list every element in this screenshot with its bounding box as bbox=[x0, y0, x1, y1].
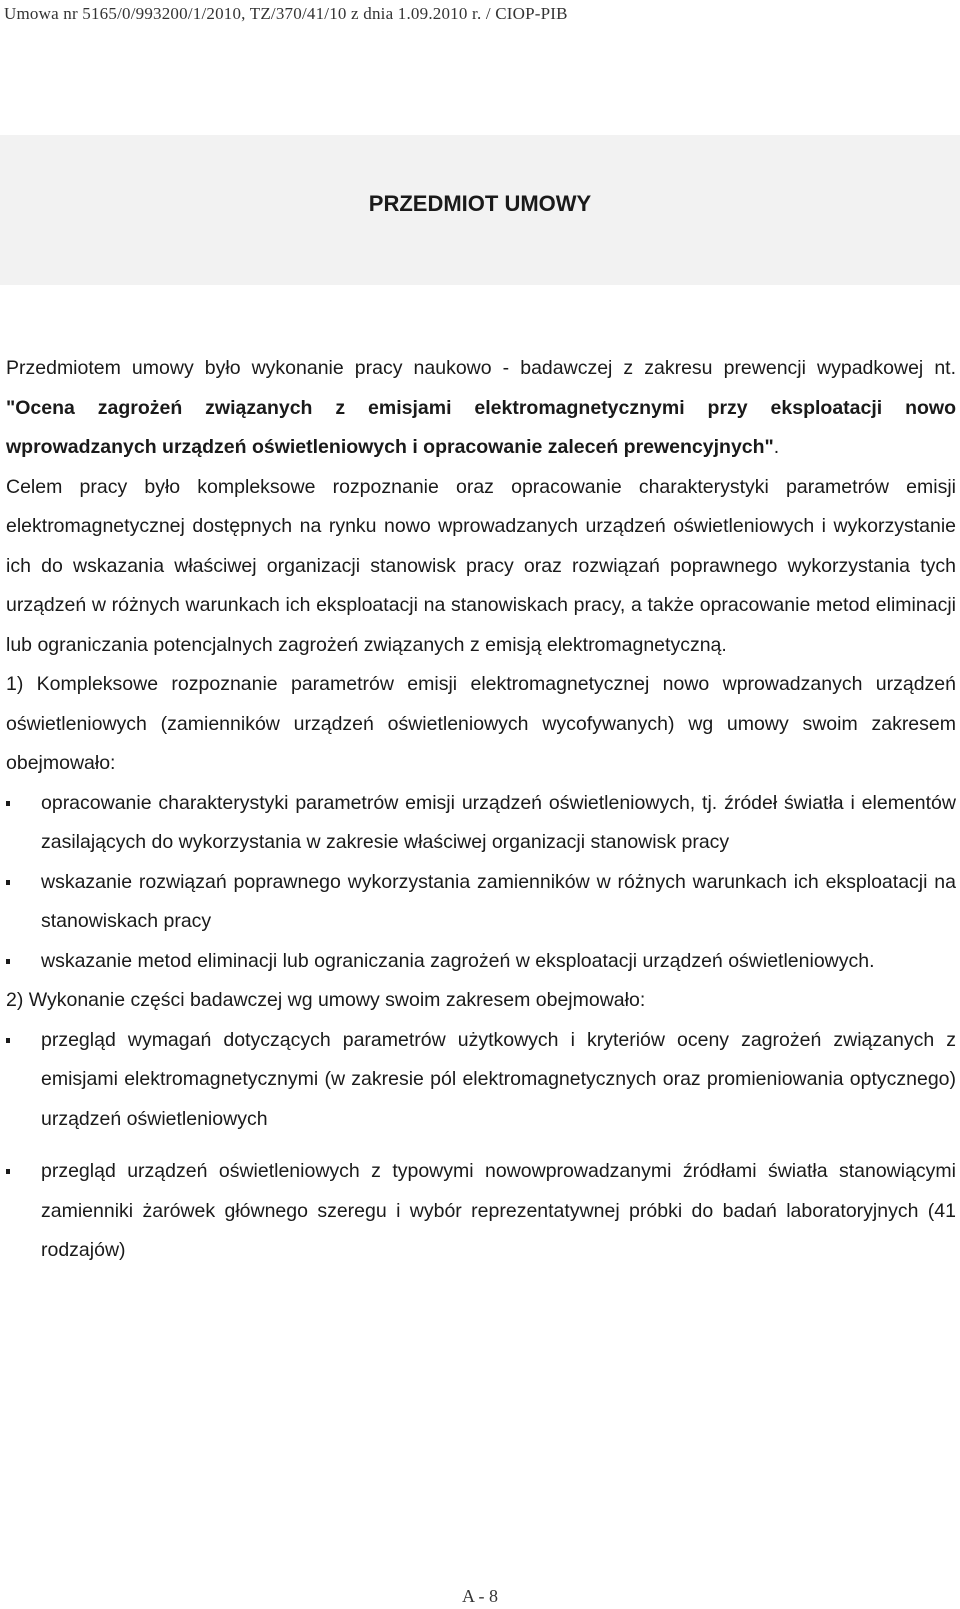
list-item-text: wskazanie metod eliminacji lub ograniczania zagrożeń w eksploatacji urządzeń oświetleniowych. bbox=[41, 949, 875, 972]
intro-text: Przedmiotem umowy było wykonanie pracy naukowo - badawczej z zakresu prewencji wypadkowej nt. bbox=[6, 357, 956, 379]
list-item-text: opracowanie charakterystyki parametrów emisji urządzeń oświetleniowych, tj. źródeł światła i elementów zasilających do wykorzystania w zakresie właściwej organizacji stanowisk pracy bbox=[41, 791, 956, 853]
page-number: A - 8 bbox=[462, 1586, 498, 1606]
list-item-text: przegląd urządzeń oświetleniowych z typowymi nowowprowadzanymi źródłami światła stanowiącymi zamienniki żarówek głównego szeregu i wybór reprezentatywnej próbki do badań laboratoryjnych (41 rodzajów) bbox=[41, 1160, 956, 1261]
list-item bbox=[6, 784, 956, 863]
intro-end: . bbox=[773, 436, 780, 458]
bullet-square-icon bbox=[6, 801, 10, 806]
document-body bbox=[6, 349, 956, 1271]
research-title: "Ocena zagrożeń związanych z emisjami elektromagnetycznymi przy eksploatacji nowo wprowadzanych urządzeń oświetleniowych i opracowanie zaleceń prewencyjnych" bbox=[6, 396, 956, 458]
part1-list bbox=[6, 784, 956, 982]
list-item bbox=[6, 1021, 956, 1140]
list-item bbox=[6, 863, 956, 942]
part2-heading: 2) Wykonanie części badawczej wg umowy swoim zakresem obejmowało: bbox=[6, 989, 646, 1011]
intro-paragraph bbox=[6, 349, 956, 468]
bullet-square-icon bbox=[6, 880, 10, 885]
bullet-square-icon bbox=[6, 1169, 10, 1174]
section-title: PRZEDMIOT UMOWY bbox=[368, 191, 592, 216]
list-item-text: wskazanie rozwiązań poprawnego wykorzystania zamienników w różnych warunkach ich eksploatacji na stanowiskach pracy bbox=[41, 870, 956, 932]
bullet-square-icon bbox=[6, 1038, 10, 1043]
bullet-square-icon bbox=[6, 959, 10, 964]
part1-heading: 1) Kompleksowe rozpoznanie parametrów emisji elektromagnetycznej nowo wprowadzanych urządzeń oświetleniowych (zamienników urządzeń oświetleniowych wycofywanych) wg umowy swoim zakresem obejmowało: bbox=[6, 673, 956, 774]
list-item-text: przegląd wymagań dotyczących parametrów użytkowych i kryteriów oceny zagrożeń związanych z emisjami elektromagnetycznymi (w zakresie pól elektromagnetycznych oraz promieniowania optycznego) urządzeń oświetleniowych bbox=[41, 1028, 956, 1130]
list-item bbox=[6, 942, 956, 982]
document-header: Umowa nr 5165/0/993200/1/2010, TZ/370/41/10 z dnia 1.09.2010 r. / CIOP-PIB bbox=[4, 4, 568, 23]
list-item bbox=[6, 1152, 956, 1271]
goal-paragraph: Celem pracy było kompleksowe rozpoznanie oraz opracowanie charakterystyki parametrów emisji elektromagnetycznej dostępnych na rynku nowo wprowadzanych urządzeń oświetleniowych i wykorzystanie ich do wskazania właściwej organizacji stanowisk pracy oraz rozwiązań poprawnego wykorzystania tych urządzeń w różnych warunkach ich eksploatacji na stanowiskach pracy, a także opracowanie metod eliminacji lub ograniczania potencjalnych zagrożeń związanych z emisją elektromagnetyczną. bbox=[6, 475, 956, 656]
part2-list bbox=[6, 1021, 956, 1271]
